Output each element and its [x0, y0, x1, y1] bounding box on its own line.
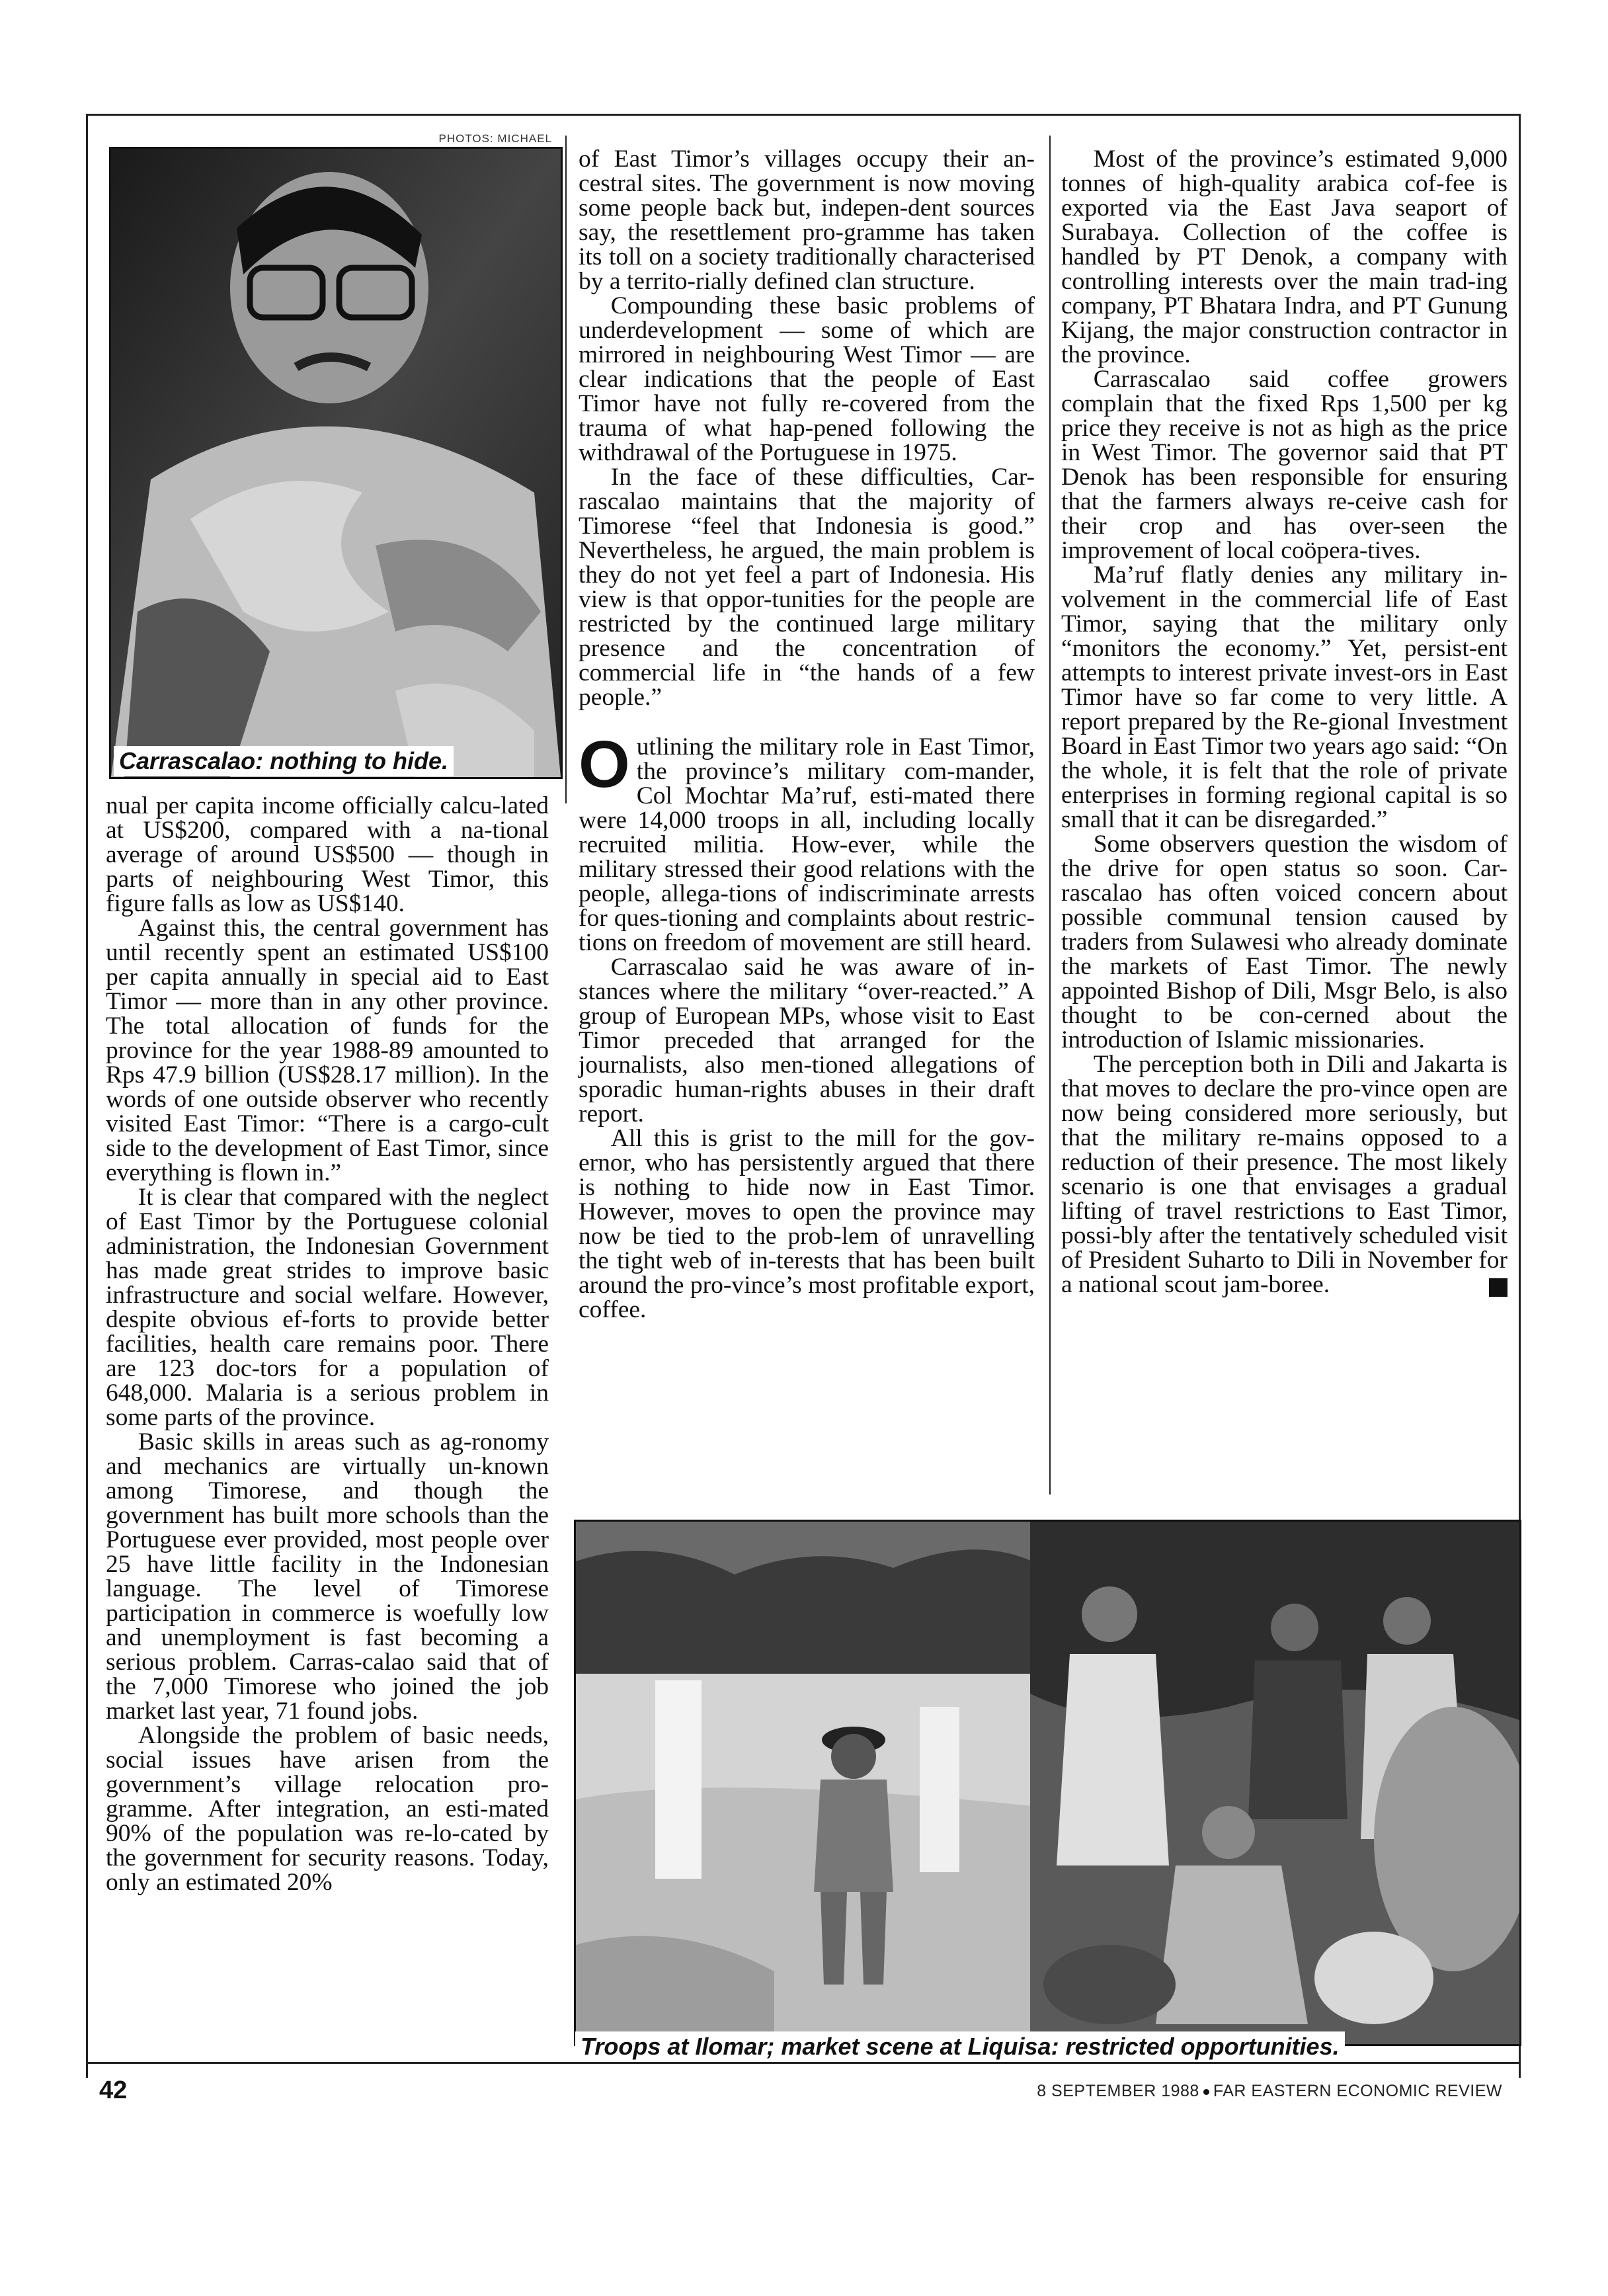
bottom-caption: Troops at Ilomar; market scene at Liquisa: restricted opportunities. [575, 2031, 1345, 2062]
portrait-caption: Carrascalao: nothing to hide. [114, 746, 454, 776]
col3-para-5-text: The perception both in Dili and Jakarta is that moves to declare the pro-vince open are now being considered more seriously, but that the military re-mains opposed to a reduction of their presence. The most likely scenario is one that envisages a gradual lifting of travel restrictions to East Timor, possi-bly after the tentatively scheduled visit of President Suharto to Dili in November for a national scout jam-boree. [1061, 1051, 1508, 1298]
column-1 [106, 794, 549, 1895]
col2-para-4-text: utlining the military role in East Timor, the province’s military com-mander, Col Mochtar Ma’ruf, esti-mated there were 14,000 troops in all, including locally recruited militia. How-ever, while the military stressed their good relations with the people, allega-tions of indiscriminate arrests for ques-tioning and complaints about restric-tions on freedom of movement are still heard. [579, 733, 1035, 956]
col3-para-4: Some observers question the wisdom of the drive for open status so soon. Car-rascalao has often voiced concern about possible communal tension caused by traders from Sulawesi who already dominate the markets of East Timor. The newly appointed Bishop of Dili, Msgr Belo, is also thought to be con-cerned about the introduction of Islamic missionaries. [1061, 831, 1508, 1053]
footer-publication: FAR EASTERN ECONOMIC REVIEW [1213, 2082, 1502, 2100]
left-border [86, 114, 88, 2078]
col1-para-5: Alongside the problem of basic needs, social issues have arisen from the government’s village relocation pro-gramme. After integration, an esti-mated 90% of the population was re-lo-cated by the government for security reasons. Today, only an estimated 20% [106, 1722, 549, 1896]
col1-para-4: Basic skills in areas such as ag-ronomy and mechanics are virtually un-known among Timorese, and though the government has built more schools than the Portuguese ever provided, most people over 25 have little facility in the Indonesian language. The level of Timorese participation in commerce is woefully low and unemployment is fast becoming a serious problem. Carras-calao said that of the 7,000 Timorese who joined the job market last year, 71 found jobs. [106, 1428, 549, 1725]
bullet-icon [1203, 2089, 1209, 2095]
col2-para-2: Compounding these basic problems of underdevelopment — some of which are mirrored in neighbouring West Timor — are clear indications that the people of East Timor have not fully re-covered from the trauma of what hap-pened following the withdrawal of the Portuguese in 1975. [579, 292, 1035, 466]
portrait-photo [109, 147, 563, 779]
column-rule-1 [565, 136, 567, 803]
bottom-rule [86, 2062, 1521, 2064]
top-border [86, 114, 1521, 116]
footer-date: 8 SEPTEMBER 1988 [1037, 2082, 1199, 2100]
col3-para-1: Most of the province’s estimated 9,000 tonnes of high-quality arabica cof-fee is exported via the East Java seaport of Surabaya. Collection of the coffee is handled by PT Denok, a company with controlling interests over the main trad-ing company, PT Bhatara Indra, and PT Gunung Kijang, the major construction contractor in the province. [1061, 145, 1508, 368]
troops-photo [574, 1520, 1034, 2046]
column-rule-2 [1049, 136, 1051, 1495]
column-2 [579, 147, 1035, 1322]
photo-credit: PHOTOS: MICHAEL [438, 132, 552, 145]
footer [1037, 2082, 1502, 2101]
col2-para-1: of East Timor’s villages occupy their an-cestral sites. The government is now moving some people back but, indepen-dent sources say, the resettlement pro-gramme has taken its toll on a society traditionally characterised by a territo-rially defined clan structure. [579, 145, 1035, 295]
col2-para-5: Carrascalao said he was aware of in-stances where the military “over-reacted.” A group of European MPs, whose visit to East Timor preceded that arranged for the journalists, also men-tioned allegations of sporadic human-rights abuses in their draft report. [579, 954, 1035, 1128]
drop-cap: O [579, 727, 630, 801]
col1-para-3: It is clear that compared with the neglect of East Timor by the Portuguese colonial administration, the Indonesian Government has made great strides to improve basic infrastructure and social welfare. However, despite obvious ef-forts to provide better facilities, health care remains poor. There are 123 doc-tors for a population of 648,000. Malaria is a serious problem in some parts of the province. [106, 1184, 549, 1431]
column-3 [1061, 145, 1532, 1298]
end-mark-icon: E [1489, 1278, 1508, 1297]
col3-para-2: Carrascalao said coffee growers complain that the fixed Rps 1,500 per kg price they receive is not as high as the price in West Timor. The governor said that PT Denok has been responsible for ensuring that the farmers always re-ceive cash for their crop and has over-seen the improvement of local coöpera-tives. [1061, 366, 1508, 564]
col3-para-3: Ma’ruf flatly denies any military in-volvement in the commercial life of East Timor, saying that the military only “monitors the economy.” Yet, persist-ent attempts to interest private invest-ors in East Timor have so far come to very little. A report prepared by the Re-gional Investment Board in East Timor two years ago said: “On the whole, it is felt that the role of private enterprises in forming regional capital is so small that it can be disregarded.” [1061, 561, 1508, 833]
col1-para-1: nual per capita income officially calcu-lated at US$200, compared with a na-tional average of around US$500 — though in parts of neighbouring West Timor, this figure falls as low as US$140. [106, 792, 549, 917]
col1-para-2: Against this, the central government has until recently spent an estimated US$100 per capita annually in special aid to East Timor — more than in any other province. The total allocation of funds for the province for the year 1988-89 amounted to Rps 47.9 billion (US$28.17 million). In the words of one outside observer who recently visited East Timor: “There is a cargo-cult side to the development of East Timor, since everything is flown in.” [106, 915, 549, 1186]
page-number: 42 [99, 2076, 128, 2104]
market-photo [1030, 1520, 1521, 2046]
col3-para-5 [1061, 1051, 1532, 1298]
col2-para-6: All this is grist to the mill for the gov-ernor, who has persistently argued that there is nothing to hide now in East Timor. However, moves to open the province may now be tied to the prob-lem of unravelling the tight web of in-terests that has been built around the pro-vince’s most profitable export, coffee. [579, 1125, 1035, 1323]
col2-para-3: In the face of these difficulties, Car-rascalao maintains that the majority of Timorese “feel that Indonesia is good.” Nevertheless, he argued, the main problem is they do not yet feel a part of Indonesia. His view is that oppor-tunities for the people are restricted by the continued large military presence and the concentration of commercial life in “the hands of a few people.” [579, 464, 1035, 711]
col2-para-4 [579, 727, 1035, 956]
